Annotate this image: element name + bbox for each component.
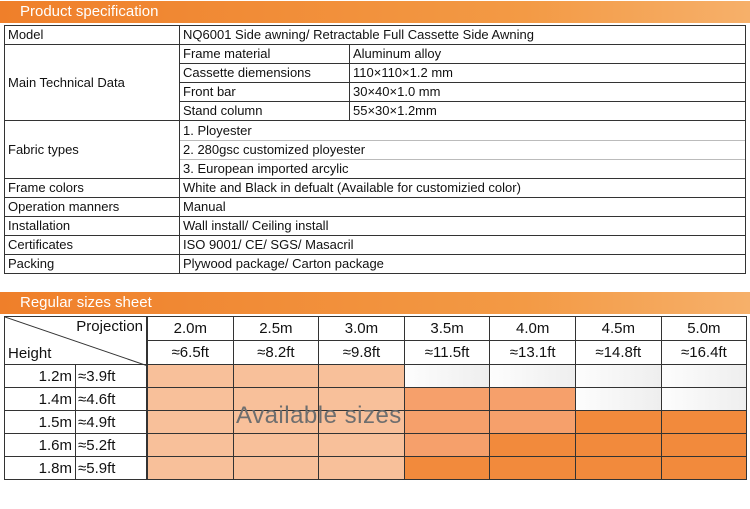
- frame-colors-value: White and Black in defualt (Available for customizied color): [180, 179, 746, 198]
- regular-sizes-title: Regular sizes sheet: [20, 294, 152, 311]
- projection-meters: 3.5m: [404, 316, 491, 341]
- frame-material-value: Aluminum alloy: [350, 45, 746, 64]
- size-cell-none: [575, 364, 662, 388]
- projection-feet: ≈11.5ft: [404, 340, 491, 365]
- operation-row: [5, 198, 746, 217]
- size-cell-light: [147, 410, 234, 434]
- operation-manners-label: Operation manners: [5, 198, 180, 217]
- product-specification-header: [0, 1, 750, 23]
- installation-label: Installation: [5, 217, 180, 236]
- operation-manners-value: Manual: [180, 198, 746, 217]
- height-meters: 1.6m: [4, 433, 76, 457]
- height-meters: 1.2m: [4, 364, 76, 388]
- model-label: Model: [5, 26, 180, 45]
- height-meters: 1.4m: [4, 387, 76, 411]
- size-cell-dark: [489, 433, 576, 457]
- height-feet: ≈4.6ft: [75, 387, 147, 411]
- size-cell-light: [147, 433, 234, 457]
- fabric-item: 1. Ployester: [183, 122, 252, 138]
- available-sizes-label: Available sizes: [236, 402, 402, 429]
- regular-sizes-header: [0, 292, 750, 314]
- front-bar-key: Front bar: [180, 83, 350, 102]
- projection-height-corner: [4, 316, 147, 365]
- main-data-row: [5, 45, 746, 64]
- cassette-dimensions-value: 110×110×1.2 mm: [350, 64, 746, 83]
- size-cell-none: [575, 387, 662, 411]
- projection-label: Projection: [76, 318, 143, 335]
- projection-meters: 3.0m: [318, 316, 405, 341]
- height-meters: 1.5m: [4, 410, 76, 434]
- size-cell-mid: [404, 410, 491, 434]
- stand-column-key: Stand column: [180, 102, 350, 121]
- height-feet: ≈3.9ft: [75, 364, 147, 388]
- size-cell-mid: [489, 410, 576, 434]
- projection-feet: ≈9.8ft: [318, 340, 405, 365]
- model-value: NQ6001 Side awning/ Retractable Full Cassette Side Awning: [180, 26, 746, 45]
- installation-value: Wall install/ Ceiling install: [180, 217, 746, 236]
- projection-feet: ≈14.8ft: [575, 340, 662, 365]
- projection-feet: ≈16.4ft: [661, 340, 748, 365]
- sizes-grid: [4, 316, 746, 481]
- size-cell-dark: [575, 456, 662, 480]
- size-cell-dark: [404, 456, 491, 480]
- size-cell-light: [318, 364, 405, 388]
- frame-colors-label: Frame colors: [5, 179, 180, 198]
- projection-meters: 4.0m: [489, 316, 576, 341]
- size-cell-none: [661, 387, 748, 411]
- packing-value: Plywood package/ Carton package: [180, 255, 746, 274]
- size-cell-none: [404, 364, 491, 388]
- size-cell-dark: [661, 410, 748, 434]
- height-feet: ≈4.9ft: [75, 410, 147, 434]
- size-cell-none: [661, 364, 748, 388]
- installation-row: [5, 217, 746, 236]
- projection-feet: ≈6.5ft: [147, 340, 234, 365]
- size-cell-light: [147, 387, 234, 411]
- size-cell-mid: [404, 387, 491, 411]
- fabric-item: 2. 280gsc customized ployester: [180, 140, 745, 159]
- size-cell-mid: [489, 387, 576, 411]
- size-cell-light: [318, 456, 405, 480]
- size-cell-mid: [404, 433, 491, 457]
- projection-meters: 5.0m: [661, 316, 748, 341]
- certificates-label: Certificates: [5, 236, 180, 255]
- size-cell-light: [233, 456, 320, 480]
- main-technical-data-label: Main Technical Data: [5, 45, 180, 121]
- height-meters: 1.8m: [4, 456, 76, 480]
- cassette-dimensions-key: Cassette diemensions: [180, 64, 350, 83]
- product-specification-title: Product specification: [20, 3, 159, 20]
- size-cell-dark: [489, 456, 576, 480]
- packing-row: [5, 255, 746, 274]
- specification-table: [4, 25, 746, 274]
- certificates-value: ISO 9001/ CE/ SGS/ Masacril: [180, 236, 746, 255]
- certificates-row: [5, 236, 746, 255]
- fabric-types-list: [180, 121, 746, 179]
- size-cell-light: [233, 364, 320, 388]
- height-feet: ≈5.2ft: [75, 433, 147, 457]
- stand-column-value: 55×30×1.2mm: [350, 102, 746, 121]
- size-cell-light: [147, 364, 234, 388]
- fabric-types-label: Fabric types: [5, 121, 180, 179]
- projection-feet: ≈8.2ft: [233, 340, 320, 365]
- size-cell-dark: [575, 433, 662, 457]
- size-cell-dark: [661, 456, 748, 480]
- projection-feet: ≈13.1ft: [489, 340, 576, 365]
- frame-colors-row: [5, 179, 746, 198]
- size-cell-light: [233, 433, 320, 457]
- size-cell-light: [147, 456, 234, 480]
- packing-label: Packing: [5, 255, 180, 274]
- size-cell-dark: [661, 433, 748, 457]
- fabric-row: [5, 121, 746, 179]
- frame-material-key: Frame material: [180, 45, 350, 64]
- height-feet: ≈5.9ft: [75, 456, 147, 480]
- size-cell-light: [318, 433, 405, 457]
- size-cell-dark: [575, 410, 662, 434]
- projection-meters: 2.5m: [233, 316, 320, 341]
- projection-meters: 4.5m: [575, 316, 662, 341]
- projection-meters: 2.0m: [147, 316, 234, 341]
- model-row: [5, 26, 746, 45]
- fabric-item: 3. European imported arcylic: [180, 159, 745, 178]
- front-bar-value: 30×40×1.0 mm: [350, 83, 746, 102]
- size-cell-none: [489, 364, 576, 388]
- height-label: Height: [8, 345, 52, 362]
